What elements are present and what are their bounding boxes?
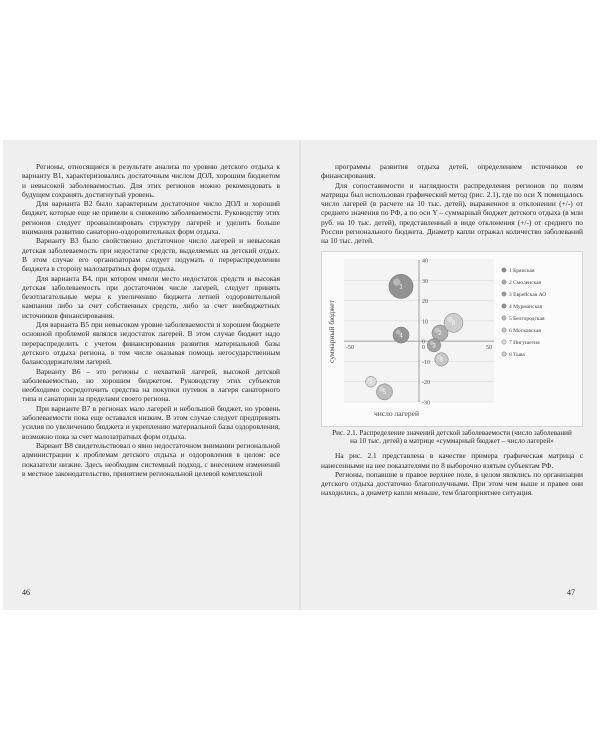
right-page-top-paragraph: Для сопоставимости и наглядности распределения регионов по полям матрицы был использован графический метод (рис. 2.1), где по оси X помещалось число лагерей (в расчете на 10 тыс. детей), выраженное в отклонении (+/-) от среднего значения по РФ, а по оси Y – суммарный бюджет детского отдыха (в млн руб. на 10 тыс. детей), представленный в виде отклонения (+/-) от среднего по России регионального бюджета. Диаметр капли отражал количество заболеваний на 10 тыс. детей.	[321, 180, 583, 246]
legend-entry: 7 Ингушетия	[509, 339, 540, 346]
y-tick-label: 0	[422, 339, 425, 346]
y-tick-label: -20	[422, 379, 430, 386]
left-page-number: 46	[22, 588, 30, 597]
legend-marker	[502, 279, 506, 283]
y-axis-title: суммарный бюджет	[327, 299, 336, 363]
y-tick-label: 10	[422, 319, 428, 326]
left-page-paragraph: Для варианта В4, при котором имели место недостаток средств и высокая детская заболеваемость при достаточном числе лагерей, следует принять безотлагательные меры к увеличению бюджета летней оздоровительной кампании либо за счет собственных средств, либо за счет внебюджетных источников финансирования.	[22, 273, 280, 320]
legend-marker	[502, 351, 506, 355]
legend-entry: 3 Еврейская АО	[509, 291, 547, 298]
left-page-paragraph: Регионы, относящиеся в результате анализа по уровню детского отдыха к варианту В1, характеризовались достаточным числом ДОЛ, хорошим бюджетом и невысокой заболеваемостью. Для этих регионов можно рекомендовать в будущем сохранять достигнутый уровень.	[22, 162, 280, 199]
bubble-label: 4	[399, 332, 403, 339]
book-gutter	[299, 140, 301, 610]
legend-entry: 4 Мурманская	[509, 303, 543, 310]
bubble-label: 5	[382, 389, 387, 396]
legend-entry: 5 Белгородская	[509, 315, 545, 322]
bubble-label: 3	[432, 343, 436, 350]
legend-entry: 2 Смоленская	[509, 279, 542, 286]
left-page-text	[22, 162, 280, 478]
right-page-bottom-paragraph: На рис. 2.1 представлена в качестве примера графическая матрица с нанесенными на нее показателями по 8 выборочно взятым субъектам РФ.	[321, 451, 583, 470]
legend-entry: 8 Тыва	[509, 351, 525, 358]
bubble-label: 6	[439, 357, 444, 364]
left-page-paragraph: Варианту В6 – это регионы с нехваткой лагерей, высокой детской заболеваемостью, но хорошим бюджетом. Руководству этих субъектов необходимо сосредоточить средства на покупки путевок в лагеря санаторного типа и санатории за пределами своего региона.	[22, 366, 280, 404]
bubble-label: 1	[399, 284, 403, 291]
right-page-text	[321, 162, 583, 498]
left-page-paragraph: Для варианта В5 при невысоком уровне заболеваемости и хорошем бюджете основной проблемой являлся недостаток лагерей. В этом случае бюджет надо перераспределить с учетом финансирования развития материальной базы детского отдыха региона, в том числе оказывая помощь негосударственным балансодержателям лагерей.	[22, 320, 280, 367]
x-tick-label: 50	[486, 344, 492, 351]
legend-marker	[502, 327, 506, 331]
legend-marker	[502, 339, 506, 343]
y-tick-label: -30	[422, 400, 430, 407]
y-tick-label: 20	[422, 298, 428, 305]
legend-marker	[502, 315, 506, 319]
legend-marker	[502, 303, 506, 307]
bubble-chart-svg	[322, 252, 584, 428]
x-tick-label: 0	[422, 344, 425, 351]
left-page-paragraph: Варианту В3 было свойственно достаточное число лагерей и невысокая детская заболеваемость при недостатке средств, выделяемых на детский отдых. В этом случае его организаторам следует подумать о перераспределении бюджета в сторону малозатратных форм отдыха.	[22, 236, 280, 274]
figure-2-1-chart	[321, 251, 583, 427]
left-page-paragraph: При варианте В7 в регионах мало лагерей и небольшой бюджет, но уровень заболеваемости пока еще оставался низким. В этом случае следует предпринять усилия по увеличению бюджета и укреплению материальной базы оздоровления, возможно пока за счет малозатратных форм отдыха.	[22, 403, 280, 441]
bubble-label: 8	[451, 320, 456, 327]
x-tick-label: -50	[346, 344, 354, 351]
left-page-paragraph: Для варианта В2 было характерным достаточное число ДОЛ и хороший бюджет, которые еще не привели к снижению заболеваемости. Руководству этих регионов следует проанализировать структуру лагерей и уделить больше внимания развитию санаторно-оздоровительных форм отдыха.	[22, 199, 280, 237]
bubble-label: 7	[369, 379, 373, 386]
x-axis-title: число лагерей	[374, 408, 419, 418]
right-page-number: 47	[567, 588, 575, 597]
legend-marker	[502, 267, 506, 271]
y-tick-label: 40	[422, 258, 428, 265]
right-page-top-paragraph: программы развития отдыха детей, определением источников ее финансирования.	[321, 162, 583, 181]
left-page-paragraph: Вариант В8 свидетельствовал о явно недостаточном внимании региональной администрации к проблемам детского отдыха и оздоровления в целом: все показатели низкие. Здесь необходим системный подход, с внесением изменений в местное законодательство, принятием региональной целевой комплексной	[22, 440, 280, 478]
legend-entry: 6 Московская	[509, 327, 541, 334]
y-tick-label: 30	[422, 278, 428, 285]
bubble-label: 2	[438, 330, 442, 337]
right-page-bottom-paragraph: Регионы, попавшие в правое верхнее поле, в целом являлись по организации детского отдыха достаточно благополучными. При этом чем выше и правее они находились, а диаметр капли меньше, тем благоприятнее ситуация.	[321, 469, 583, 498]
figure-caption: Рис. 2.1. Распределение значений детской заболеваемости (число заболеваний на 10 тыс. детей) в матрице «суммарный бюджет – число лагерей»	[332, 428, 572, 446]
legend-entry: 1 Брянская	[509, 267, 535, 274]
y-tick-label: -10	[422, 359, 430, 366]
legend-marker	[502, 291, 506, 295]
